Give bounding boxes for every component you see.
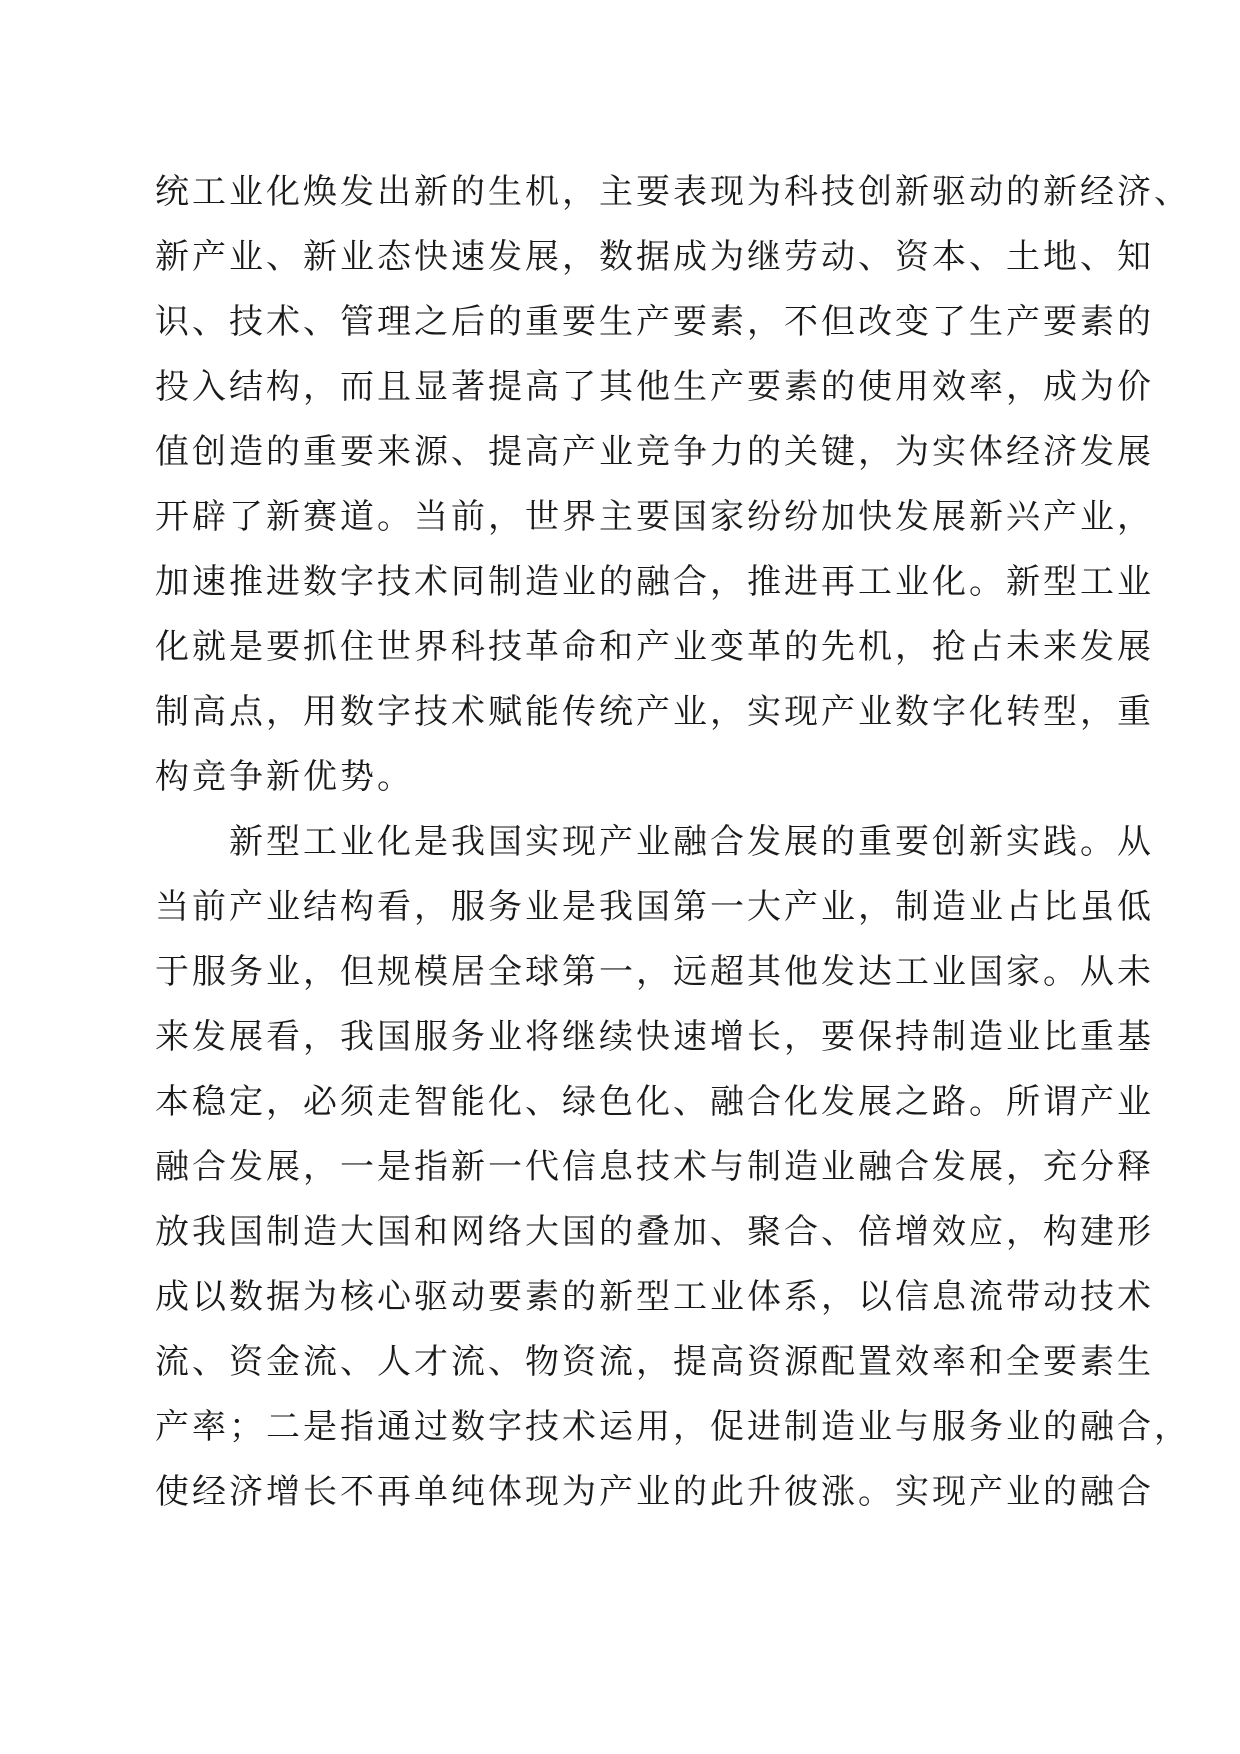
text-line: 使经济增长不再单纯体现为产业的此升彼涨。实现产业的融合 — [155, 1472, 1154, 1512]
text-line: 于服务业，但规模居全球第一，远超其他发达工业国家。从未 — [155, 952, 1154, 992]
text-line: 加速推进数字技术同制造业的融合，推进再工业化。新型工业 — [155, 562, 1154, 602]
text-line: 化就是要抓住世界科技革命和产业变革的先机，抢占未来发展 — [155, 627, 1154, 667]
text-line: 当前产业结构看，服务业是我国第一大产业，制造业占比虽低 — [155, 887, 1154, 927]
text-line: 值创造的重要来源、提高产业竞争力的关键，为实体经济发展 — [155, 432, 1154, 472]
document-body — [155, 160, 1191, 1525]
text-line: 流、资金流、人才流、物资流，提高资源配置效率和全要素生 — [155, 1342, 1154, 1382]
text-line: 制高点，用数字技术赋能传统产业，实现产业数字化转型，重 — [155, 692, 1154, 732]
text-line: 来发展看，我国服务业将继续快速增长，要保持制造业比重基 — [155, 1017, 1154, 1057]
text-line: 新产业、新业态快速发展，数据成为继劳动、资本、土地、知 — [155, 237, 1154, 277]
paragraph-2 — [155, 810, 1191, 1525]
text-line: 识、技术、管理之后的重要生产要素，不但改变了生产要素的 — [155, 302, 1154, 342]
text-line: 统工业化焕发出新的生机，主要表现为科技创新驱动的新经济、 — [155, 172, 1191, 212]
text-line: 融合发展，一是指新一代信息技术与制造业融合发展，充分释 — [155, 1147, 1154, 1187]
text-line-indented: 新型工业化是我国实现产业融合发展的重要创新实践。从 — [229, 822, 1154, 862]
text-line: 构竞争新优势。 — [155, 757, 414, 797]
text-line: 开辟了新赛道。当前，世界主要国家纷纷加快发展新兴产业， — [155, 497, 1154, 537]
text-line: 投入结构，而且显著提高了其他生产要素的使用效率，成为价 — [155, 367, 1154, 407]
text-line: 产率；二是指通过数字技术运用，促进制造业与服务业的融合， — [155, 1407, 1191, 1447]
text-line: 本稳定，必须走智能化、绿色化、融合化发展之路。所谓产业 — [155, 1082, 1154, 1122]
text-line: 成以数据为核心驱动要素的新型工业体系，以信息流带动技术 — [155, 1277, 1154, 1317]
text-line: 放我国制造大国和网络大国的叠加、聚合、倍增效应，构建形 — [155, 1212, 1154, 1252]
paragraph-1 — [155, 160, 1191, 810]
